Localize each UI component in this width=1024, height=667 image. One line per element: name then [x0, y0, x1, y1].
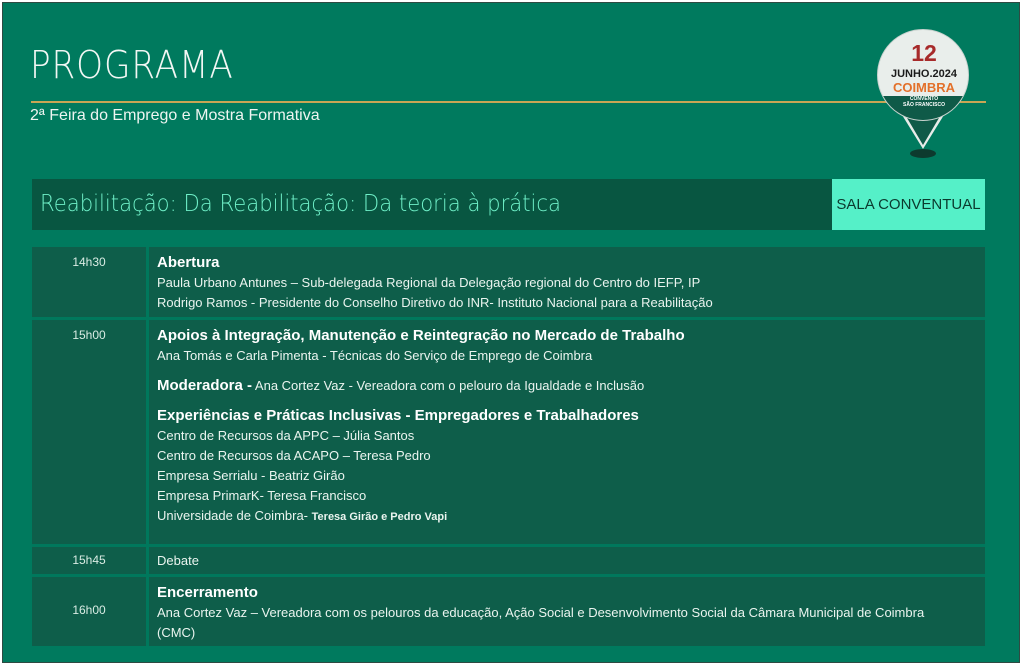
time-cell: 15h45 — [32, 547, 146, 574]
time-cell: 14h30 — [32, 247, 146, 317]
program-page — [2, 2, 1020, 663]
speaker-line: Empresa PrimarK- Teresa Francisco — [157, 488, 367, 503]
schedule-row — [32, 320, 985, 544]
pin-shadow — [910, 149, 936, 158]
page-subtitle: 2ª Feira do Emprego e Mostra Formativa — [30, 107, 320, 124]
item-subheading: Experiências e Práticas Inclusivas - Empregadores e Trabalhadores — [157, 407, 639, 424]
badge-city: COIMBRA — [892, 80, 956, 95]
divider — [31, 101, 986, 103]
speaker-line: Centro de Recursos da ACAPO – Teresa Pedro — [157, 448, 431, 463]
speaker-line: Paula Urbano Antunes – Sub-delegada Regional da Delegação regional do Centro do IEFP, IP — [157, 275, 701, 290]
room-badge: SALA CONVENTUAL — [832, 179, 985, 230]
content-cell — [149, 547, 985, 574]
moderator-label: Moderadora - — [157, 377, 253, 394]
schedule-row — [32, 577, 985, 646]
session-title: Reabilitação: Da Reabilitação: Da teoria à prática — [40, 191, 562, 217]
item-heading: Abertura — [157, 254, 220, 271]
speaker-line: Ana Cortez Vaz – Vereadora com os pelouros da educação, Ação Social e Desenvolvimento Social da Câmara Municipal de Coimbra — [157, 605, 925, 620]
schedule-row — [32, 247, 985, 317]
badge-month: JUNHO.2024 — [890, 68, 958, 80]
content-cell — [149, 247, 985, 317]
speaker-line: (CMC) — [157, 625, 196, 640]
schedule-row — [32, 547, 985, 574]
schedule-table — [32, 247, 985, 646]
speaker-line: Ana Tomás e Carla Pimenta - Técnicas do Serviço de Emprego de Coimbra — [157, 348, 593, 363]
badge-day: 12 — [911, 40, 937, 66]
page-title: PROGRAMA — [30, 43, 234, 87]
content-cell — [149, 320, 985, 544]
session-header — [32, 179, 832, 230]
speaker-line: Universidade de Coimbra- Teresa Girão e Pedro Vapi — [157, 508, 448, 523]
badge-circle — [877, 29, 969, 121]
item-text: Debate — [157, 553, 199, 568]
speaker-line: Rodrigo Ramos - Presidente do Conselho Diretivo do INR- Instituto Nacional para a Reabilitação — [157, 295, 713, 310]
item-heading: Encerramento — [157, 584, 258, 601]
content-cell — [149, 577, 985, 646]
badge-venue: CONVENTO SÃO FRANCISCO — [903, 96, 945, 108]
event-date-badge — [873, 27, 973, 161]
time-cell: 16h00 — [32, 577, 146, 646]
speaker-line: Centro de Recursos da APPC – Júlia Santos — [157, 428, 415, 443]
item-heading: Apoios à Integração, Manutenção e Reintegração no Mercado de Trabalho — [157, 327, 685, 344]
moderator-text: Ana Cortez Vaz - Vereadora com o pelouro da Igualdade e Inclusão — [254, 378, 645, 393]
moderator-line — [157, 376, 985, 396]
time-cell: 15h00 — [32, 320, 146, 544]
speaker-line: Empresa Serrialu - Beatriz Girão — [157, 468, 345, 483]
